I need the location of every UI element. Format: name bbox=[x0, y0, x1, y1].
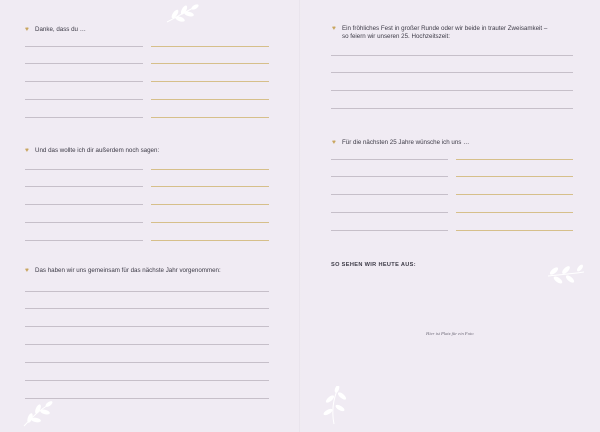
writing-line[interactable] bbox=[151, 240, 269, 241]
writing-lines-thanks bbox=[25, 46, 270, 120]
section-also-say bbox=[25, 147, 275, 155]
prompt-thanks: ♥ Danke, dass du … bbox=[25, 26, 86, 33]
writing-line[interactable] bbox=[331, 90, 573, 91]
writing-line[interactable] bbox=[151, 63, 269, 64]
writing-line[interactable] bbox=[456, 176, 573, 177]
writing-line[interactable] bbox=[151, 99, 269, 100]
writing-line[interactable] bbox=[331, 55, 573, 56]
heart-icon: ♥ bbox=[25, 147, 29, 154]
writing-line[interactable] bbox=[25, 344, 269, 345]
writing-line[interactable] bbox=[456, 194, 573, 195]
writing-line[interactable] bbox=[25, 291, 269, 292]
writing-line[interactable] bbox=[331, 176, 448, 177]
heart-icon: ♥ bbox=[332, 25, 336, 32]
writing-line[interactable] bbox=[456, 212, 573, 213]
writing-line[interactable] bbox=[25, 362, 269, 363]
writing-line[interactable] bbox=[25, 117, 143, 118]
writing-line[interactable] bbox=[151, 117, 269, 118]
writing-line[interactable] bbox=[25, 222, 143, 223]
prompt-next-year: ♥ Das haben wir uns gemeinsam für das nächste Jahr vorgenommen: bbox=[25, 267, 221, 274]
leaf-sprig-icon bbox=[320, 386, 352, 426]
writing-line[interactable] bbox=[25, 63, 143, 64]
prompt-next-25-years: ♥ Für die nächsten 25 Jahre wünsche ich uns … bbox=[332, 139, 470, 146]
heart-icon: ♥ bbox=[25, 26, 29, 33]
writing-line[interactable] bbox=[25, 186, 143, 187]
writing-line[interactable] bbox=[25, 204, 143, 205]
writing-line[interactable] bbox=[25, 326, 269, 327]
writing-line[interactable] bbox=[331, 159, 448, 160]
writing-line[interactable] bbox=[456, 230, 573, 231]
writing-line[interactable] bbox=[25, 240, 143, 241]
writing-line[interactable] bbox=[25, 380, 269, 381]
photo-heading: SO SEHEN WIR HEUTE AUS: bbox=[331, 262, 416, 268]
writing-lines-also-say bbox=[25, 169, 270, 243]
writing-line[interactable] bbox=[25, 169, 143, 170]
writing-line[interactable] bbox=[151, 46, 269, 47]
writing-line[interactable] bbox=[151, 222, 269, 223]
section-next-25-years bbox=[332, 139, 594, 147]
writing-line[interactable] bbox=[151, 169, 269, 170]
writing-line[interactable] bbox=[151, 204, 269, 205]
writing-line[interactable] bbox=[25, 398, 269, 399]
writing-line[interactable] bbox=[151, 186, 269, 187]
heart-icon: ♥ bbox=[25, 267, 29, 274]
leaf-sprig-icon bbox=[546, 262, 586, 290]
writing-line[interactable] bbox=[456, 159, 573, 160]
writing-lines-celebration bbox=[331, 55, 576, 115]
section-thanks bbox=[25, 26, 275, 34]
heart-icon: ♥ bbox=[332, 139, 336, 146]
writing-line[interactable] bbox=[25, 308, 269, 309]
writing-line[interactable] bbox=[331, 194, 448, 195]
section-next-year bbox=[25, 267, 285, 275]
writing-line[interactable] bbox=[25, 81, 143, 82]
writing-line[interactable] bbox=[151, 81, 269, 82]
leaf-sprig-icon bbox=[20, 400, 54, 428]
writing-line[interactable] bbox=[331, 230, 448, 231]
leaf-sprig-icon bbox=[165, 4, 199, 24]
prompt-celebration: ♥ Ein fröhliches Fest in großer Runde oder wir beide in trauter Zweisamkeit – so feiern wir unseren 25. Hochzeitszeit: bbox=[332, 25, 548, 41]
writing-line[interactable] bbox=[25, 46, 143, 47]
writing-line[interactable] bbox=[25, 99, 143, 100]
writing-lines-next-year bbox=[25, 291, 270, 401]
right-page bbox=[300, 0, 600, 432]
photo-placeholder-text: Hier ist Platz für ein Foto bbox=[426, 331, 474, 336]
writing-line[interactable] bbox=[331, 212, 448, 213]
writing-line[interactable] bbox=[331, 72, 573, 73]
writing-lines-next-25-years bbox=[331, 159, 576, 235]
prompt-also-say: ♥ Und das wollte ich dir außerdem noch sagen: bbox=[25, 147, 160, 154]
writing-line[interactable] bbox=[331, 108, 573, 109]
section-celebration bbox=[332, 25, 594, 42]
